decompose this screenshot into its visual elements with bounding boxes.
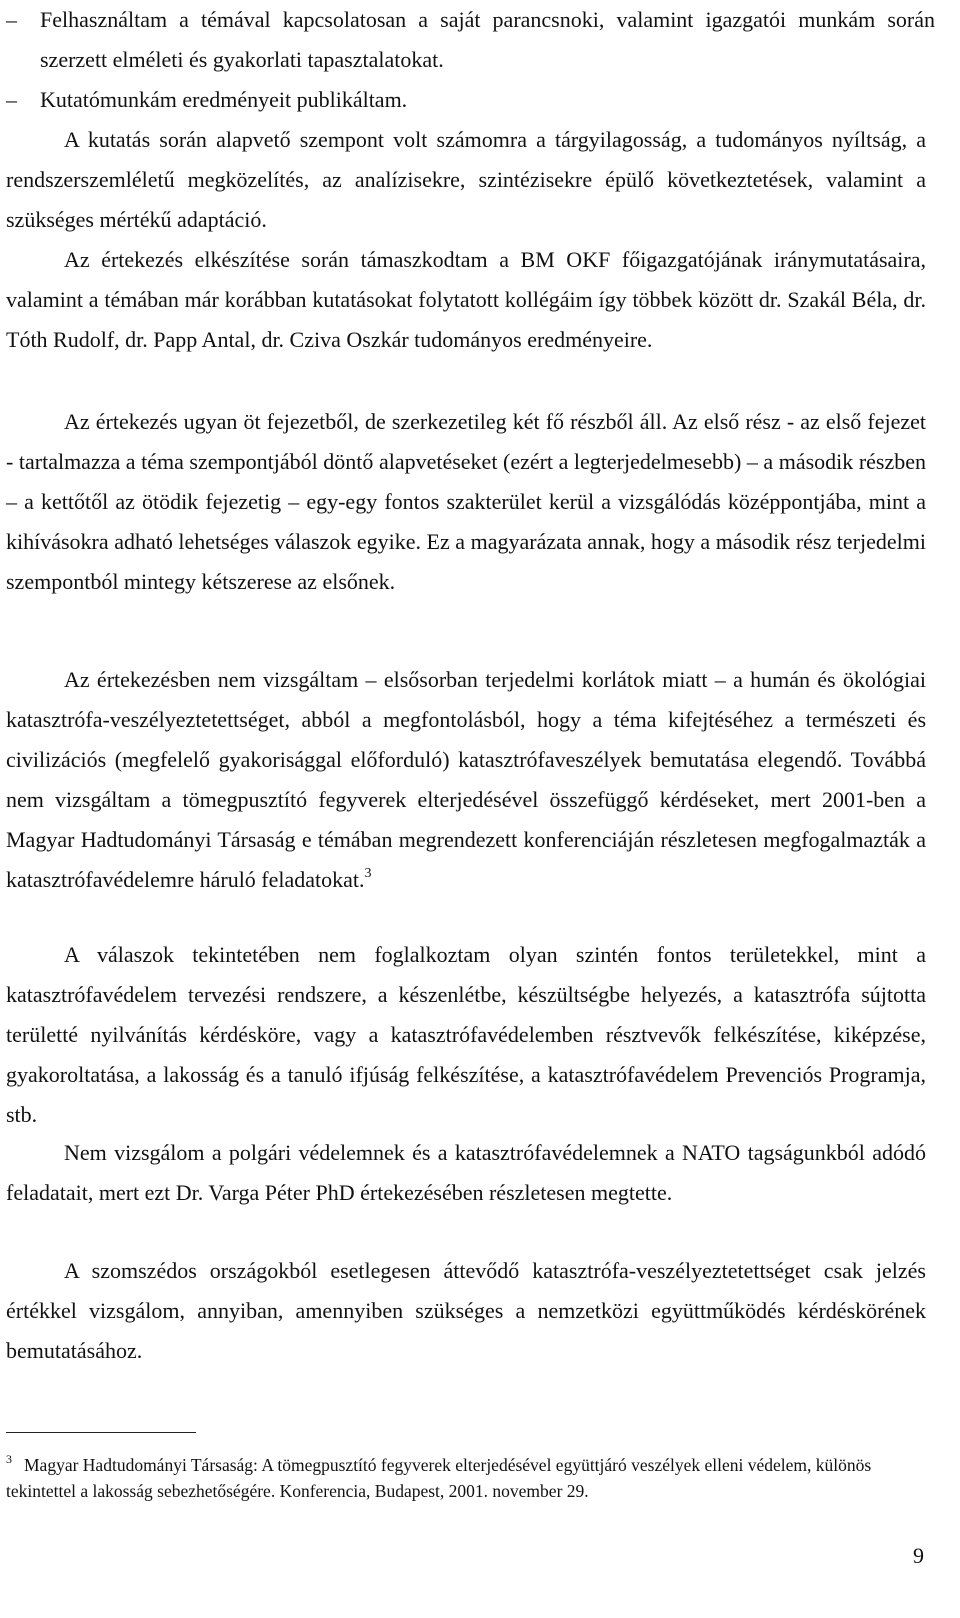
- paragraph-sources: Az értekezés elkészítése során támaszkodtam a BM OKF főigazgatójának iránymutatásaira, valamint a témában már korábban kutatásokat folytatott kollégáim így többek között dr. Szakál Béla, dr. Tóth Rudolf, dr. Papp Antal, dr. Cziva Oszkár tudományos eredményeire.: [6, 247, 926, 352]
- page-number: 9: [913, 1543, 924, 1568]
- paragraph-responses: A válaszok tekintetében nem foglalkoztam olyan szintén fontos területekkel, mint a katasztrófavédelem tervezési rendszere, a készenlétbe, készültségbe helyezés, a katasztrófa sújtotta területté nyilvánítás kérdésköre, vagy a katasztrófavédelemben résztvevők felkészítése, kiképzése, gyakoroltatása, a lakosság és a tanuló ifjúság felkészítése, a katasztrófavédelem Prevenciós Programja, stb.: [6, 942, 926, 1127]
- dash-marker: –: [6, 7, 17, 32]
- paragraph-methodology: A kutatás során alapvető szempont volt számomra a tárgyilagosság, a tudományos nyíltság, a rendszerszemléletű megközelítés, az analízisekre, szintézisekre épülő következtetések, valamint a szükséges mértékű adaptáció.: [6, 127, 926, 232]
- paragraph-neighbours: A szomszédos országokból esetlegesen áttevődő katasztrófa-veszélyeztetettséget csak jelzés értékkel vizsgálom, annyiban, amennyiben szükséges a nemzetközi együttműködés kérdéskörének bemutatásához.: [6, 1258, 926, 1363]
- bullet-item: [0, 0, 935, 80]
- footnote-reference[interactable]: 3: [364, 866, 372, 881]
- bullet-text: Kutatómunkám eredményeit publikáltam.: [40, 87, 408, 112]
- footnote-text: Magyar Hadtudományi Társaság: A tömegpusztító fegyverek elterjedésével együttjáró veszélyek elleni védelem, különös tekintettel a lakosság sebezhetőségére. Konferencia, Budapest, 2001. november 29.: [6, 1455, 872, 1501]
- paragraph-nato: Nem vizsgálom a polgári védelemnek és a katasztrófavédelemnek a NATO tagságunkból adódó feladatait, mert ezt Dr. Varga Péter PhD értekezésében részletesen megtette.: [6, 1140, 926, 1205]
- footnote: [6, 1446, 906, 1504]
- dash-marker: –: [6, 87, 17, 112]
- paragraph-scope-limits: [6, 660, 926, 900]
- bullet-text: Felhasználtam a témával kapcsolatosan a saját parancsnoki, valamint igazgatói munkám során szerzett elméleti és gyakorlati tapasztalatokat.: [40, 7, 935, 72]
- paragraph-structure: Az értekezés ugyan öt fejezetből, de szerkezetileg két fő részből áll. Az első rész - az első fejezet - tartalmazza a téma szempontjából döntő alapvetéseket (ezért a legterjedelmesebb) – a második részben – a kettőtől az ötödik fejezetig – egy-egy fontos szakterület kerül a vizsgálódás középpontjába, mint a kihívásokra adható lehetséges válaszok egyike. Ez a magyarázata annak, hogy a második rész terjedelmi szempontból mintegy kétszerese az elsőnek.: [6, 409, 926, 594]
- bullet-item: [0, 80, 935, 120]
- paragraph-text: Az értekezésben nem vizsgáltam – elsősorban terjedelmi korlátok miatt – a humán és ökológiai katasztrófa-veszélyeztetettséget, abból a megfontolásból, hogy a téma kifejtéséhez a természeti és civilizációs (megfelelő gyakorisággal előforduló) katasztrófaveszélyek bemutatása elegendő. Továbbá nem vizsgáltam a tömegpusztító fegyverek elterjedésével összefüggő kérdéseket, mert 2001-ben a Magyar Hadtudományi Társaság e témában megrendezett konferenciáján részletesen megfogalmazták a katasztrófavédelemre háruló feladatokat.: [6, 667, 926, 892]
- footnote-marker: 3: [6, 1452, 12, 1466]
- footnote-separator: [6, 1432, 196, 1433]
